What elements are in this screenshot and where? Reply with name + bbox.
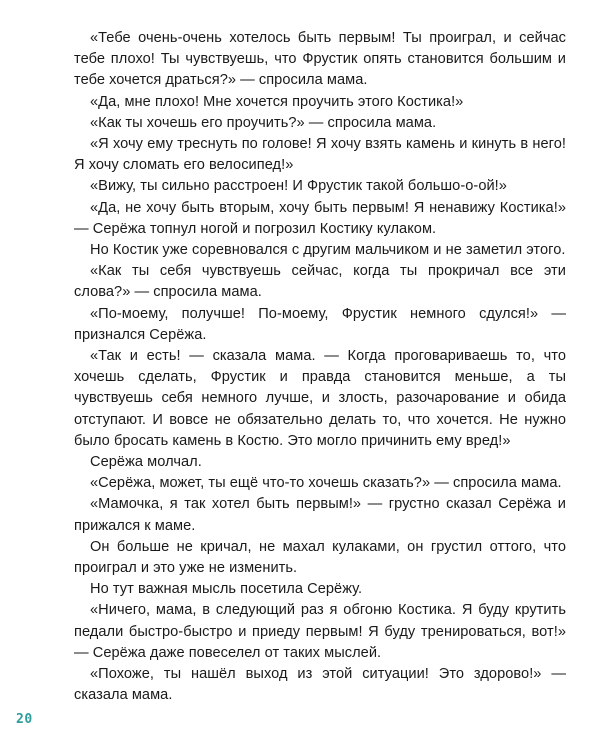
paragraph-2: «Да, мне плохо! Мне хочется проучить этого Костика!» — [90, 93, 464, 110]
paragraph-12: «Серёжа, может, ты ещё что-то хочешь сказать?» — спросила мама. — [90, 475, 562, 492]
paragraph-14: Он больше не кричал, не махал кулаками, он грустил оттого, что проиграл и это уже не изменить. — [74, 538, 566, 577]
page-number: 20 — [16, 712, 33, 727]
story-text — [74, 28, 566, 707]
paragraph-15: Но тут важная мысль посетила Серёжу. — [90, 581, 363, 598]
paragraph-16: «Ничего, мама, в следующий раз я обгоню Костика. Я буду крутить педали быстро-быстро и приеду первым! Я буду тренироваться, вот!» — Серёжа даже повеселел от таких мыслей. — [74, 602, 566, 661]
paragraph-5: «Вижу, ты сильно расстроен! И Фрустик такой большо-о-ой!» — [90, 178, 507, 195]
paragraph-8: «Как ты себя чувствуешь сейчас, когда ты прокричал все эти слова?» — спросила мама. — [74, 263, 566, 301]
paragraph-11: Серёжа молчал. — [90, 454, 202, 471]
paragraph-6: «Да, не хочу быть вторым, хочу быть первым! Я ненавижу Костика!» — Серёжа топнул ногой и погрозил Костику кулаком. — [74, 199, 566, 237]
paragraph-9: «По-моему, получше! По-моему, Фрустик немного сдулся!» — признался Серёжа. — [74, 305, 566, 343]
paragraph-17: «Похоже, ты нашёл выход из этой ситуации! Это здорово!» — сказала мама. — [74, 666, 566, 704]
paragraph-4: «Я хочу ему треснуть по голове! Я хочу взять камень и кинуть в него! Я хочу сломать его велосипед!» — [74, 136, 566, 174]
paragraph-3: «Как ты хочешь его проучить?» — спросила мама. — [90, 114, 437, 131]
paragraph-10: «Так и есть! — сказала мама. — Когда проговариваешь то, что хочешь сделать, Фрустик и правда становится меньше, а ты чувствуешь себя немного лучше, и злость, разочарование и обида отступают. И вовсе не обязательно делать то, что хочется. Не нужно было бросать камень в Костю. Это могло причинить ему вред!» — [74, 348, 566, 449]
paragraph-7: Но Костик уже соревновался с другим мальчиком и не заметил этого. — [90, 242, 566, 259]
paragraph-1: «Тебе очень-очень хотелось быть первым! Ты проиграл, и сейчас тебе плохо! Ты чувствуешь, что Фрустик опять становится большим и тебе хочется драться?» — спросила мама. — [74, 30, 566, 89]
paragraph-13: «Мамочка, я так хотел быть первым!» — грустно сказал Серёжа и прижался к маме. — [74, 496, 566, 534]
